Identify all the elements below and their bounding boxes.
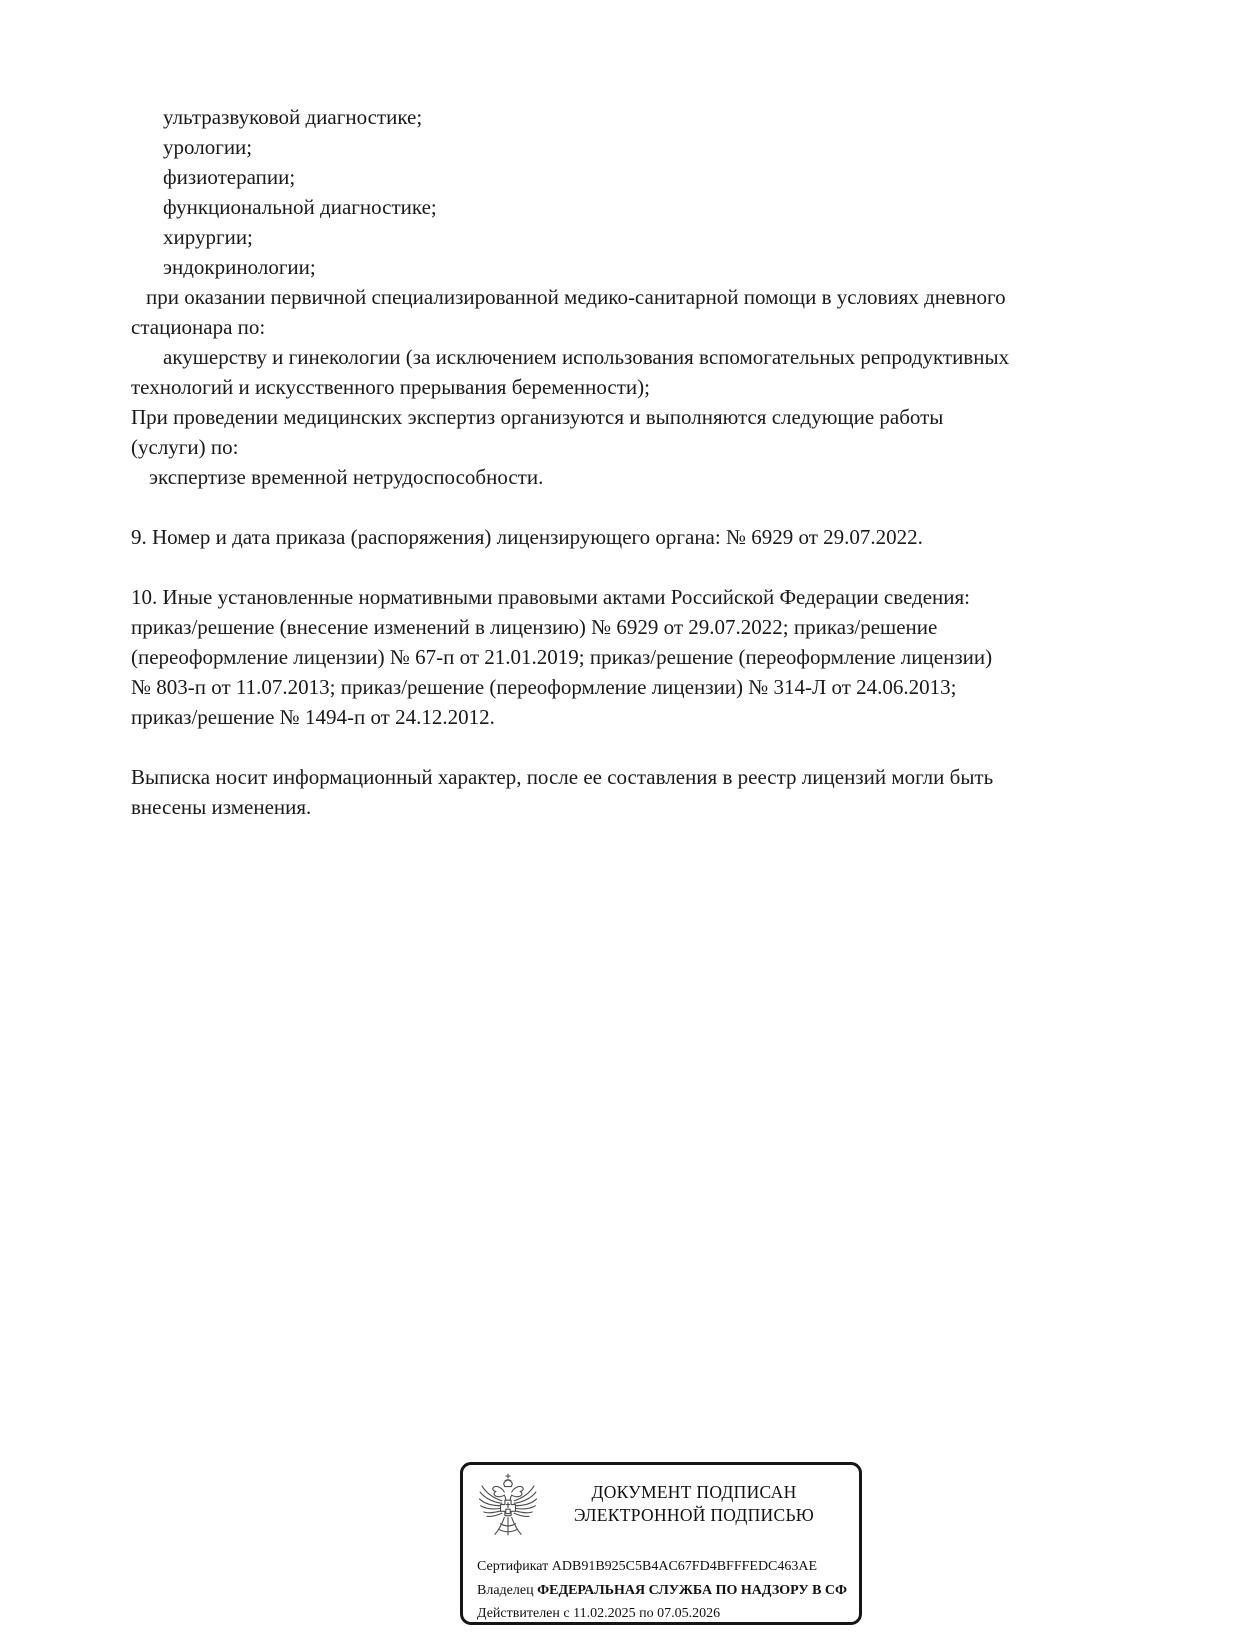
owner-label: Владелец: [477, 1582, 534, 1598]
item10-line: 10. Иные установленные нормативными правовыми актами Российской Федерации сведения:: [131, 585, 971, 609]
stamp-title-line1: ДОКУМЕНТ ПОДПИСАН: [591, 1482, 797, 1502]
stamp-title-line2: ЭЛЕКТРОННОЙ ПОДПИСЬЮ: [573, 1505, 815, 1525]
day-hospital-item: технологий и искусственного прерывания беременности);: [131, 375, 650, 399]
day-hospital-intro: стационара по:: [131, 315, 266, 339]
note-line: Выписка носит информационный характер, после ее составления в реестр лицензий могли быть: [131, 765, 994, 789]
specialty-item: хирургии;: [163, 225, 253, 249]
specialty-item: ультразвуковой диагностике;: [163, 105, 423, 129]
specialty-item: урологии;: [163, 135, 253, 159]
item10-line: приказ/решение № 1494-п от 24.12.2012.: [131, 705, 495, 729]
stamp-header: [475, 1465, 849, 1545]
specialty-item: функциональной диагностике;: [163, 195, 437, 219]
roszdravnadzor-eagle-emblem-icon: [477, 1469, 539, 1545]
specialty-item: эндокринологии;: [163, 255, 316, 279]
owner-value: ФЕДЕРАЛЬНАЯ СЛУЖБА ПО НАДЗОРУ В СФ: [537, 1582, 848, 1598]
note-line: внесены изменения.: [131, 795, 312, 819]
specialty-item: физиотерапии;: [163, 165, 296, 189]
stamp-details: [477, 1555, 849, 1625]
expertise-intro: При проведении медицинских экспертиз организуются и выполняются следующие работы: [131, 405, 944, 429]
day-hospital-item: акушерству и гинекологии (за исключением использования вспомогательных репродуктивных: [163, 345, 1010, 369]
item9-line: 9. Номер и дата приказа (распоряжения) лицензирующего органа: № 6929 от 29.07.2022.: [131, 525, 923, 549]
item10-line: (переоформление лицензии) № 67-п от 21.01.2019; приказ/решение (переоформление лицензии): [131, 645, 993, 669]
document-body: [131, 102, 1121, 822]
certificate-line: [477, 1555, 849, 1579]
expertise-intro: (услуги) по:: [131, 435, 239, 459]
owner-line: [477, 1579, 849, 1603]
certificate-label: Сертификат: [477, 1559, 549, 1574]
expertise-item: экспертизе временной нетрудоспособности.: [149, 465, 544, 489]
certificate-value: ADB91B925C5B4AC67FD4BFFFEDC463AE: [551, 1559, 818, 1574]
stamp-title: [539, 1481, 849, 1527]
item10-line: № 803-п от 11.07.2013; приказ/решение (переоформление лицензии) № 314-Л от 24.06.2013;: [131, 675, 957, 699]
electronic-signature-stamp: [460, 1462, 862, 1625]
day-hospital-intro: при оказании первичной специализированной медико-санитарной помощи в условиях дневного: [146, 285, 1006, 309]
validity-line: Действителен с 11.02.2025 по 07.05.2026: [477, 1606, 721, 1621]
item10-line: приказ/решение (внесение изменений в лицензию) № 6929 от 29.07.2022; приказ/решение: [131, 615, 938, 639]
